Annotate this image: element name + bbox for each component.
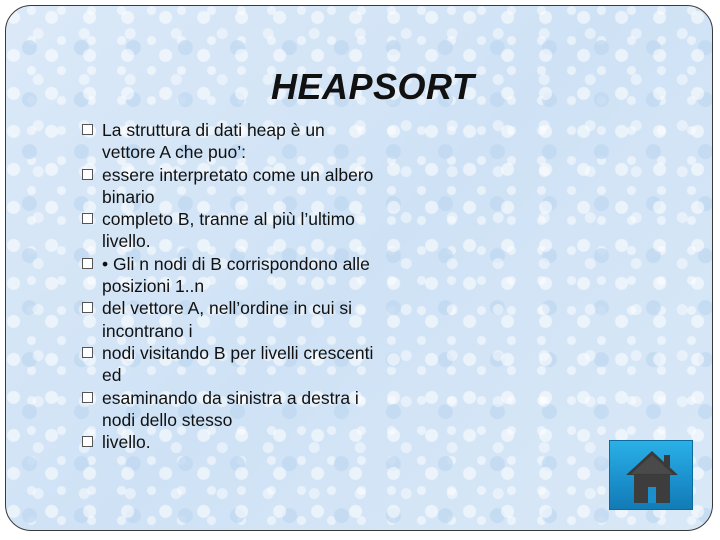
- checkbox-bullet-icon: [82, 258, 93, 269]
- home-button[interactable]: [609, 440, 693, 510]
- bullet-text: esaminando da sinistra a destra i nodi dello stesso: [102, 387, 359, 430]
- checkbox-bullet-icon: [82, 436, 93, 447]
- bullet-text: • Gli n nodi di B corrispondono alle posizioni 1..n: [102, 253, 370, 297]
- bullet-text: nodi visitando B per livelli crescenti ed: [102, 342, 374, 386]
- list-item: [82, 253, 382, 298]
- list-item: [82, 387, 382, 432]
- home-icon: [610, 441, 694, 511]
- checkbox-bullet-icon: [82, 124, 93, 135]
- list-item: [82, 431, 382, 453]
- checkbox-bullet-icon: [82, 392, 93, 403]
- bullet-text: livello.: [102, 432, 151, 453]
- bullet-text: del vettore A, nell’ordine in cui si incontrano i: [102, 298, 352, 341]
- bullet-list: [82, 119, 382, 453]
- slide-title: HEAPSORT: [271, 66, 475, 107]
- bullet-text: La struttura di dati heap è un vettore A che puo’:: [102, 120, 325, 163]
- checkbox-bullet-icon: [82, 347, 93, 358]
- checkbox-bullet-icon: [82, 302, 93, 313]
- list-item: [82, 164, 382, 209]
- list-item: [82, 208, 382, 253]
- list-item: [82, 119, 382, 164]
- slide: [5, 5, 713, 531]
- bullet-text: essere interpretato come un albero binario: [102, 164, 374, 207]
- list-item: [82, 342, 382, 387]
- bullet-text: completo B, tranne al più l’ultimo livello.: [102, 209, 355, 252]
- checkbox-bullet-icon: [82, 213, 93, 224]
- list-item: [82, 297, 382, 342]
- checkbox-bullet-icon: [82, 169, 93, 180]
